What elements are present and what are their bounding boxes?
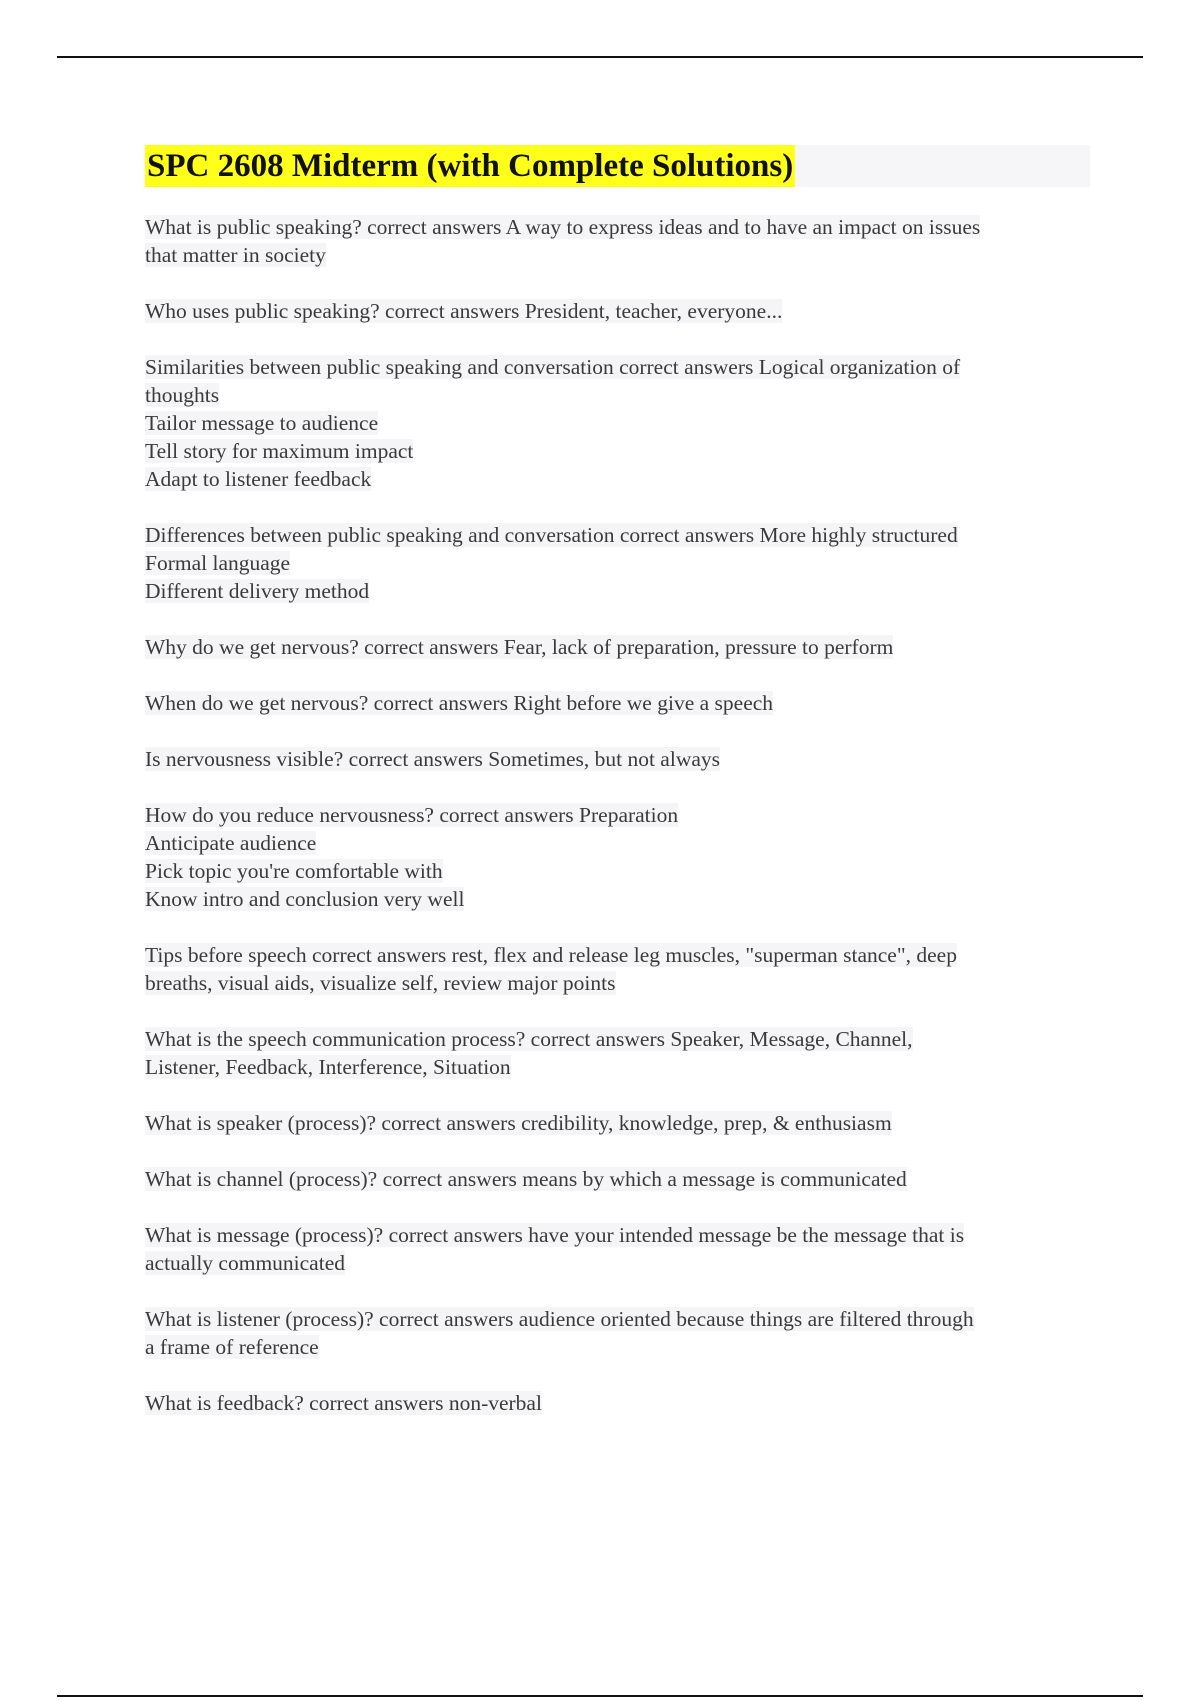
- qa-line-text: actually communicated: [145, 1251, 345, 1275]
- qa-line-text: Pick topic you're comfortable with: [145, 859, 443, 883]
- qa-line: [145, 1221, 1090, 1249]
- qa-line: [145, 633, 1090, 661]
- qa-item: [145, 745, 1090, 773]
- qa-item: [145, 1165, 1090, 1193]
- qa-line: [145, 465, 1090, 493]
- qa-line: [145, 297, 1090, 325]
- qa-line: [145, 1389, 1090, 1417]
- qa-line: [145, 381, 1090, 409]
- qa-line: [145, 213, 1090, 241]
- qa-item: [145, 521, 1090, 605]
- qa-line: [145, 549, 1090, 577]
- qa-item: [145, 801, 1090, 913]
- qa-line: [145, 1165, 1090, 1193]
- qa-line-text: How do you reduce nervousness? correct answers Preparation: [145, 803, 679, 827]
- qa-item: [145, 353, 1090, 493]
- qa-line-text: When do we get nervous? correct answers Right before we give a speech: [145, 691, 774, 715]
- qa-line-text: Know intro and conclusion very well: [145, 887, 465, 911]
- qa-item: [145, 213, 1090, 269]
- qa-line: [145, 829, 1090, 857]
- qa-line-text: Is nervousness visible? correct answers Sometimes, but not always: [145, 747, 720, 771]
- qa-line-text: a frame of reference: [145, 1335, 319, 1359]
- qa-line-text: Why do we get nervous? correct answers Fear, lack of preparation, pressure to perform: [145, 635, 894, 659]
- qa-line: [145, 885, 1090, 913]
- qa-line-text: thoughts: [145, 383, 220, 407]
- qa-line: [145, 801, 1090, 829]
- qa-line-text: breaths, visual aids, visualize self, review major points: [145, 971, 616, 995]
- top-rule: [57, 56, 1143, 58]
- qa-item: [145, 941, 1090, 997]
- document-title: SPC 2608 Midterm (with Complete Solutions): [145, 145, 795, 187]
- qa-line-text: What is the speech communication process? correct answers Speaker, Message, Channel,: [145, 1027, 913, 1051]
- qa-line: [145, 857, 1090, 885]
- qa-line-text: Listener, Feedback, Interference, Situation: [145, 1055, 511, 1079]
- qa-list: [145, 213, 1090, 1417]
- qa-line-text: Tailor message to audience: [145, 411, 379, 435]
- qa-item: [145, 1221, 1090, 1277]
- qa-line-text: Anticipate audience: [145, 831, 317, 855]
- qa-line-text: What is speaker (process)? correct answers credibility, knowledge, prep, & enthusiasm: [145, 1111, 892, 1135]
- qa-line: [145, 941, 1090, 969]
- qa-line: [145, 1333, 1090, 1361]
- qa-line: [145, 1025, 1090, 1053]
- qa-line-text: Formal language: [145, 551, 291, 575]
- qa-line: [145, 745, 1090, 773]
- qa-line: [145, 1305, 1090, 1333]
- qa-line: [145, 1053, 1090, 1081]
- bottom-rule: [57, 1695, 1143, 1697]
- qa-line-text: What is channel (process)? correct answers means by which a message is communicated: [145, 1167, 907, 1191]
- qa-line: [145, 521, 1090, 549]
- qa-line-text: What is listener (process)? correct answers audience oriented because things are filtered through: [145, 1307, 974, 1331]
- qa-line-text: Similarities between public speaking and conversation correct answers Logical organization of: [145, 355, 961, 379]
- qa-item: [145, 1305, 1090, 1361]
- qa-line: [145, 241, 1090, 269]
- qa-line: [145, 437, 1090, 465]
- qa-line-text: Tell story for maximum impact: [145, 439, 414, 463]
- qa-line-text: Who uses public speaking? correct answers President, teacher, everyone...: [145, 299, 783, 323]
- qa-item: [145, 1025, 1090, 1081]
- qa-line-text: What is public speaking? correct answers A way to express ideas and to have an impact on issues: [145, 215, 981, 239]
- qa-line-text: What is message (process)? correct answers have your intended message be the message that is: [145, 1223, 965, 1247]
- qa-line-text: Different delivery method: [145, 579, 370, 603]
- qa-line-text: Differences between public speaking and conversation correct answers More highly structured: [145, 523, 958, 547]
- qa-item: [145, 297, 1090, 325]
- qa-line: [145, 689, 1090, 717]
- qa-line-text: What is feedback? correct answers non-verbal: [145, 1391, 542, 1415]
- qa-line-text: that matter in society: [145, 243, 326, 267]
- qa-item: [145, 633, 1090, 661]
- qa-line: [145, 353, 1090, 381]
- qa-item: [145, 1109, 1090, 1137]
- qa-line: [145, 409, 1090, 437]
- qa-line: [145, 1109, 1090, 1137]
- qa-line-text: Tips before speech correct answers rest, flex and release leg muscles, "superman stance", deep: [145, 943, 957, 967]
- qa-item: [145, 689, 1090, 717]
- qa-line: [145, 1249, 1090, 1277]
- title-row: [145, 145, 1090, 187]
- qa-item: [145, 1389, 1090, 1417]
- qa-line: [145, 969, 1090, 997]
- qa-line-text: Adapt to listener feedback: [145, 467, 372, 491]
- qa-line: [145, 577, 1090, 605]
- document-body: [145, 145, 1090, 1445]
